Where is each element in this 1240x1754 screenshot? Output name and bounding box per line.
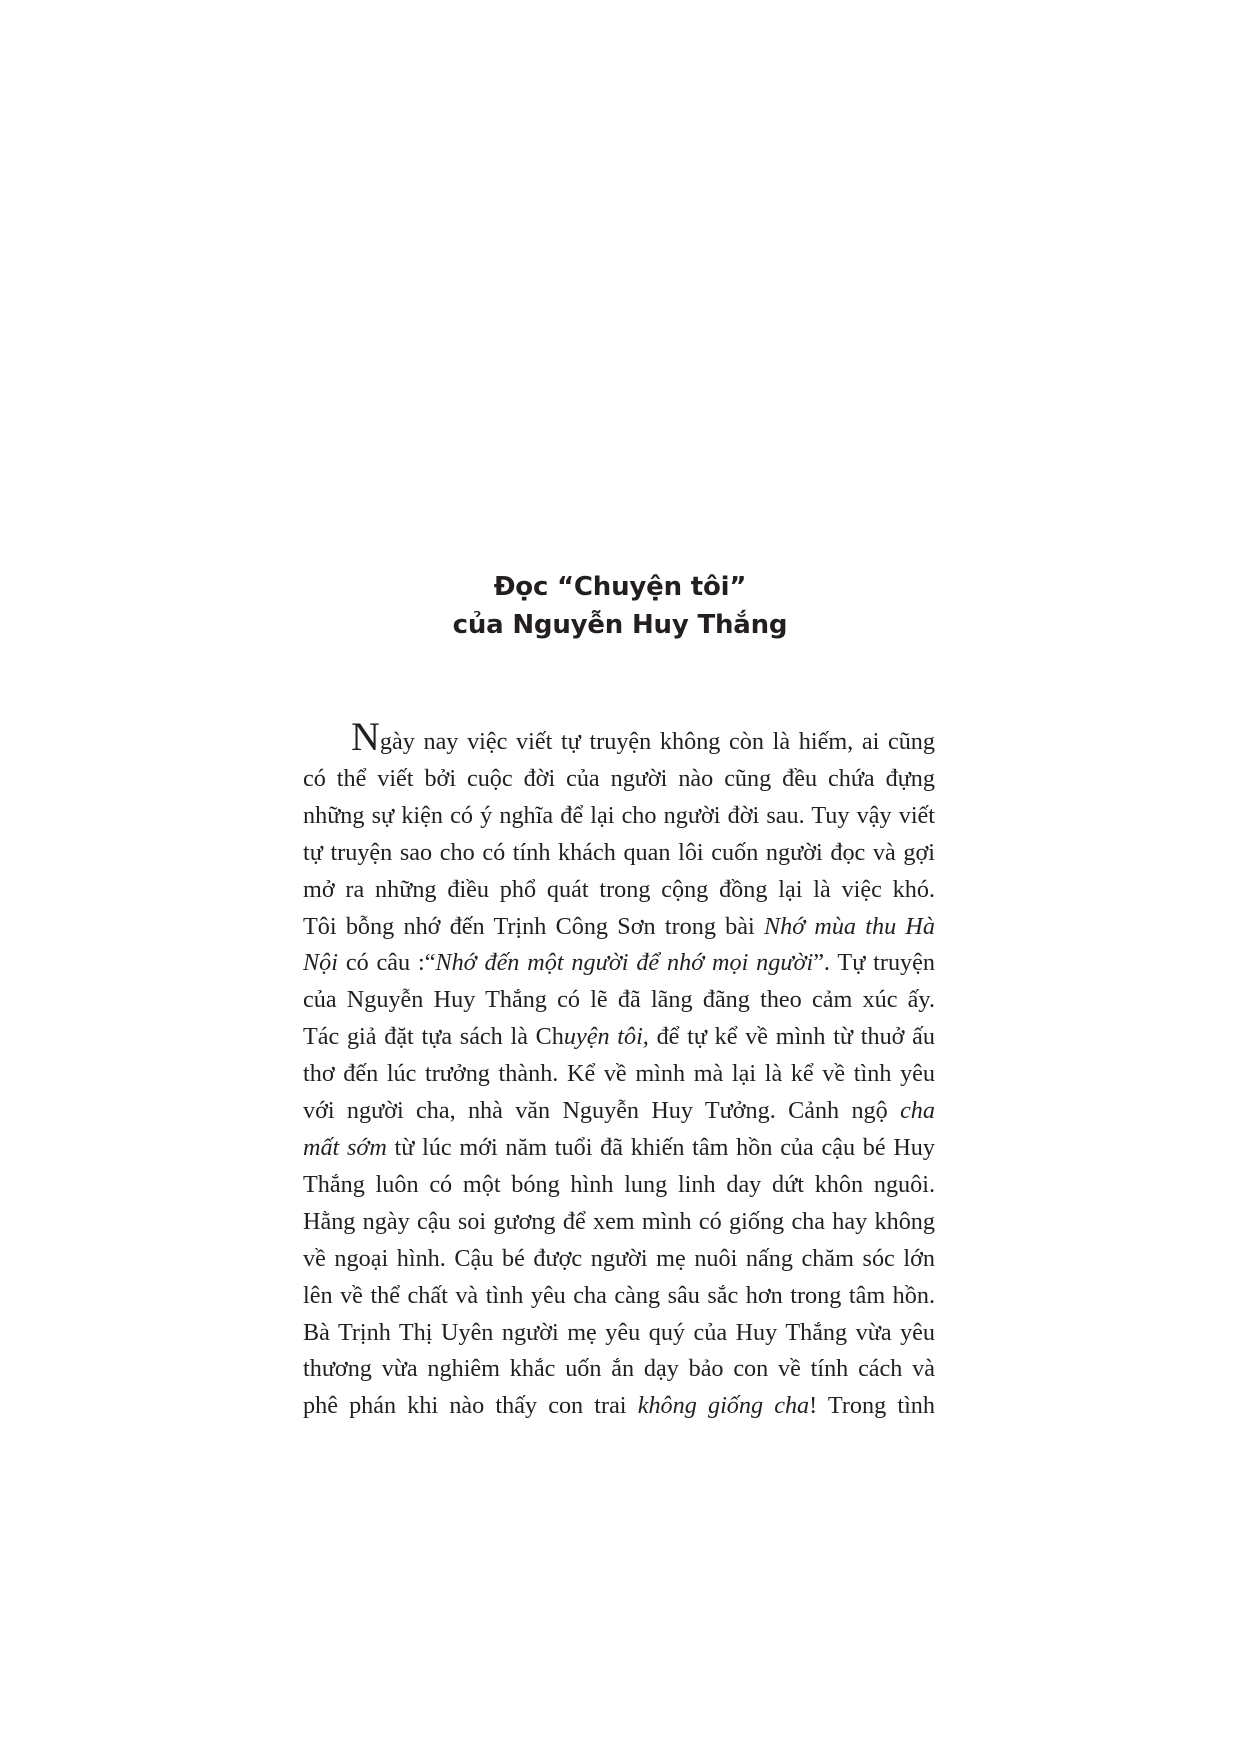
italic-text: cha — [900, 1097, 935, 1125]
text-segment: mở ra những điều phổ quát trong cộng đồng lại là việc khó. — [303, 875, 935, 903]
drop-letter: N — [351, 714, 380, 759]
text-segment: tự truyện sao cho có tính khách quan lôi cuốn người đọc và gợi — [303, 838, 935, 866]
italic-text: uyện tôi, — [563, 1023, 649, 1051]
text-segment: thơ đến lúc trưởng thành. Kể về mình mà lại là kể về tình yêu — [303, 1060, 935, 1088]
text-line — [303, 798, 935, 835]
text-line — [303, 945, 935, 982]
text-line — [303, 1056, 935, 1093]
chapter-title — [0, 568, 1240, 644]
text-line — [303, 982, 935, 1019]
text-segment: Tôi bỗng nhớ đến Trịnh Công Sơn trong bài — [303, 912, 764, 940]
text-segment: ! Trong tình — [809, 1392, 935, 1420]
text-line — [303, 1167, 935, 1204]
text-line — [303, 872, 935, 909]
text-segment: ”. Tự truyện — [813, 949, 935, 977]
text-segment: thương vừa nghiêm khắc uốn ắn dạy bảo con về tính cách và — [303, 1355, 935, 1383]
text-line — [303, 835, 935, 872]
text-line — [303, 714, 935, 761]
text-segment: lên về thể chất và tình yêu cha càng sâu sắc hơn trong tâm hồn. — [303, 1281, 935, 1309]
text-segment: gày nay việc viết tự truyện không còn là hiếm, ai cũng — [379, 728, 935, 755]
italic-text: Nội — [303, 949, 338, 977]
text-segment: có thể viết bởi cuộc đời của người nào cũng đều chứa đựng — [303, 764, 935, 792]
text-segment: có câu :“ — [337, 949, 436, 977]
body-paragraph — [303, 714, 935, 1425]
text-segment: Thắng luôn có một bóng hình lung linh day dứt khôn nguôi. — [303, 1170, 935, 1198]
italic-text: Nhớ mùa thu Hà — [763, 912, 935, 940]
text-segment: của Nguyễn Huy Thắng có lẽ đã lãng đãng theo cảm xúc ấy. — [303, 986, 935, 1014]
text-line — [303, 1315, 935, 1352]
text-line — [303, 909, 935, 946]
text-line — [303, 1019, 935, 1056]
italic-text: Nhớ đến một người để nhớ mọi người — [435, 949, 814, 977]
text-line — [303, 1241, 935, 1278]
text-segment: với người cha, nhà văn Nguyễn Huy Tưởng. Cảnh ngộ — [303, 1097, 901, 1125]
text-segment: từ lúc mới năm tuổi đã khiến tâm hồn của cậu bé Huy — [386, 1133, 935, 1161]
text-line — [303, 1351, 935, 1388]
chapter-title-line-1: Đọc “Chuyện tôi” — [493, 572, 747, 602]
italic-text: không giống cha — [637, 1392, 810, 1420]
text-segment: phê phán khi nào thấy con trai — [303, 1392, 638, 1420]
text-segment: Bà Trịnh Thị Uyên người mẹ yêu quý của Huy Thắng vừa yêu — [303, 1318, 935, 1346]
text-line — [303, 761, 935, 798]
chapter-title-line-2: của Nguyễn Huy Thắng — [452, 610, 788, 640]
text-segment: để tự kể về mình từ thuở ấu — [648, 1023, 935, 1051]
text-segment: về ngoại hình. Cậu bé được người mẹ nuôi nấng chăm sóc lớn — [303, 1244, 935, 1272]
text-line — [303, 1093, 935, 1130]
text-line — [303, 1278, 935, 1315]
italic-text: mất sớm — [303, 1133, 387, 1161]
text-line — [303, 1204, 935, 1241]
text-line — [303, 1388, 935, 1425]
text-segment: Hằng ngày cậu soi gương để xem mình có giống cha hay không — [303, 1207, 935, 1235]
text-segment: Tác giả đặt tựa sách là Ch — [303, 1023, 564, 1051]
text-segment: những sự kiện có ý nghĩa để lại cho người đời sau. Tuy vậy viết — [303, 801, 935, 829]
text-line — [303, 1130, 935, 1167]
